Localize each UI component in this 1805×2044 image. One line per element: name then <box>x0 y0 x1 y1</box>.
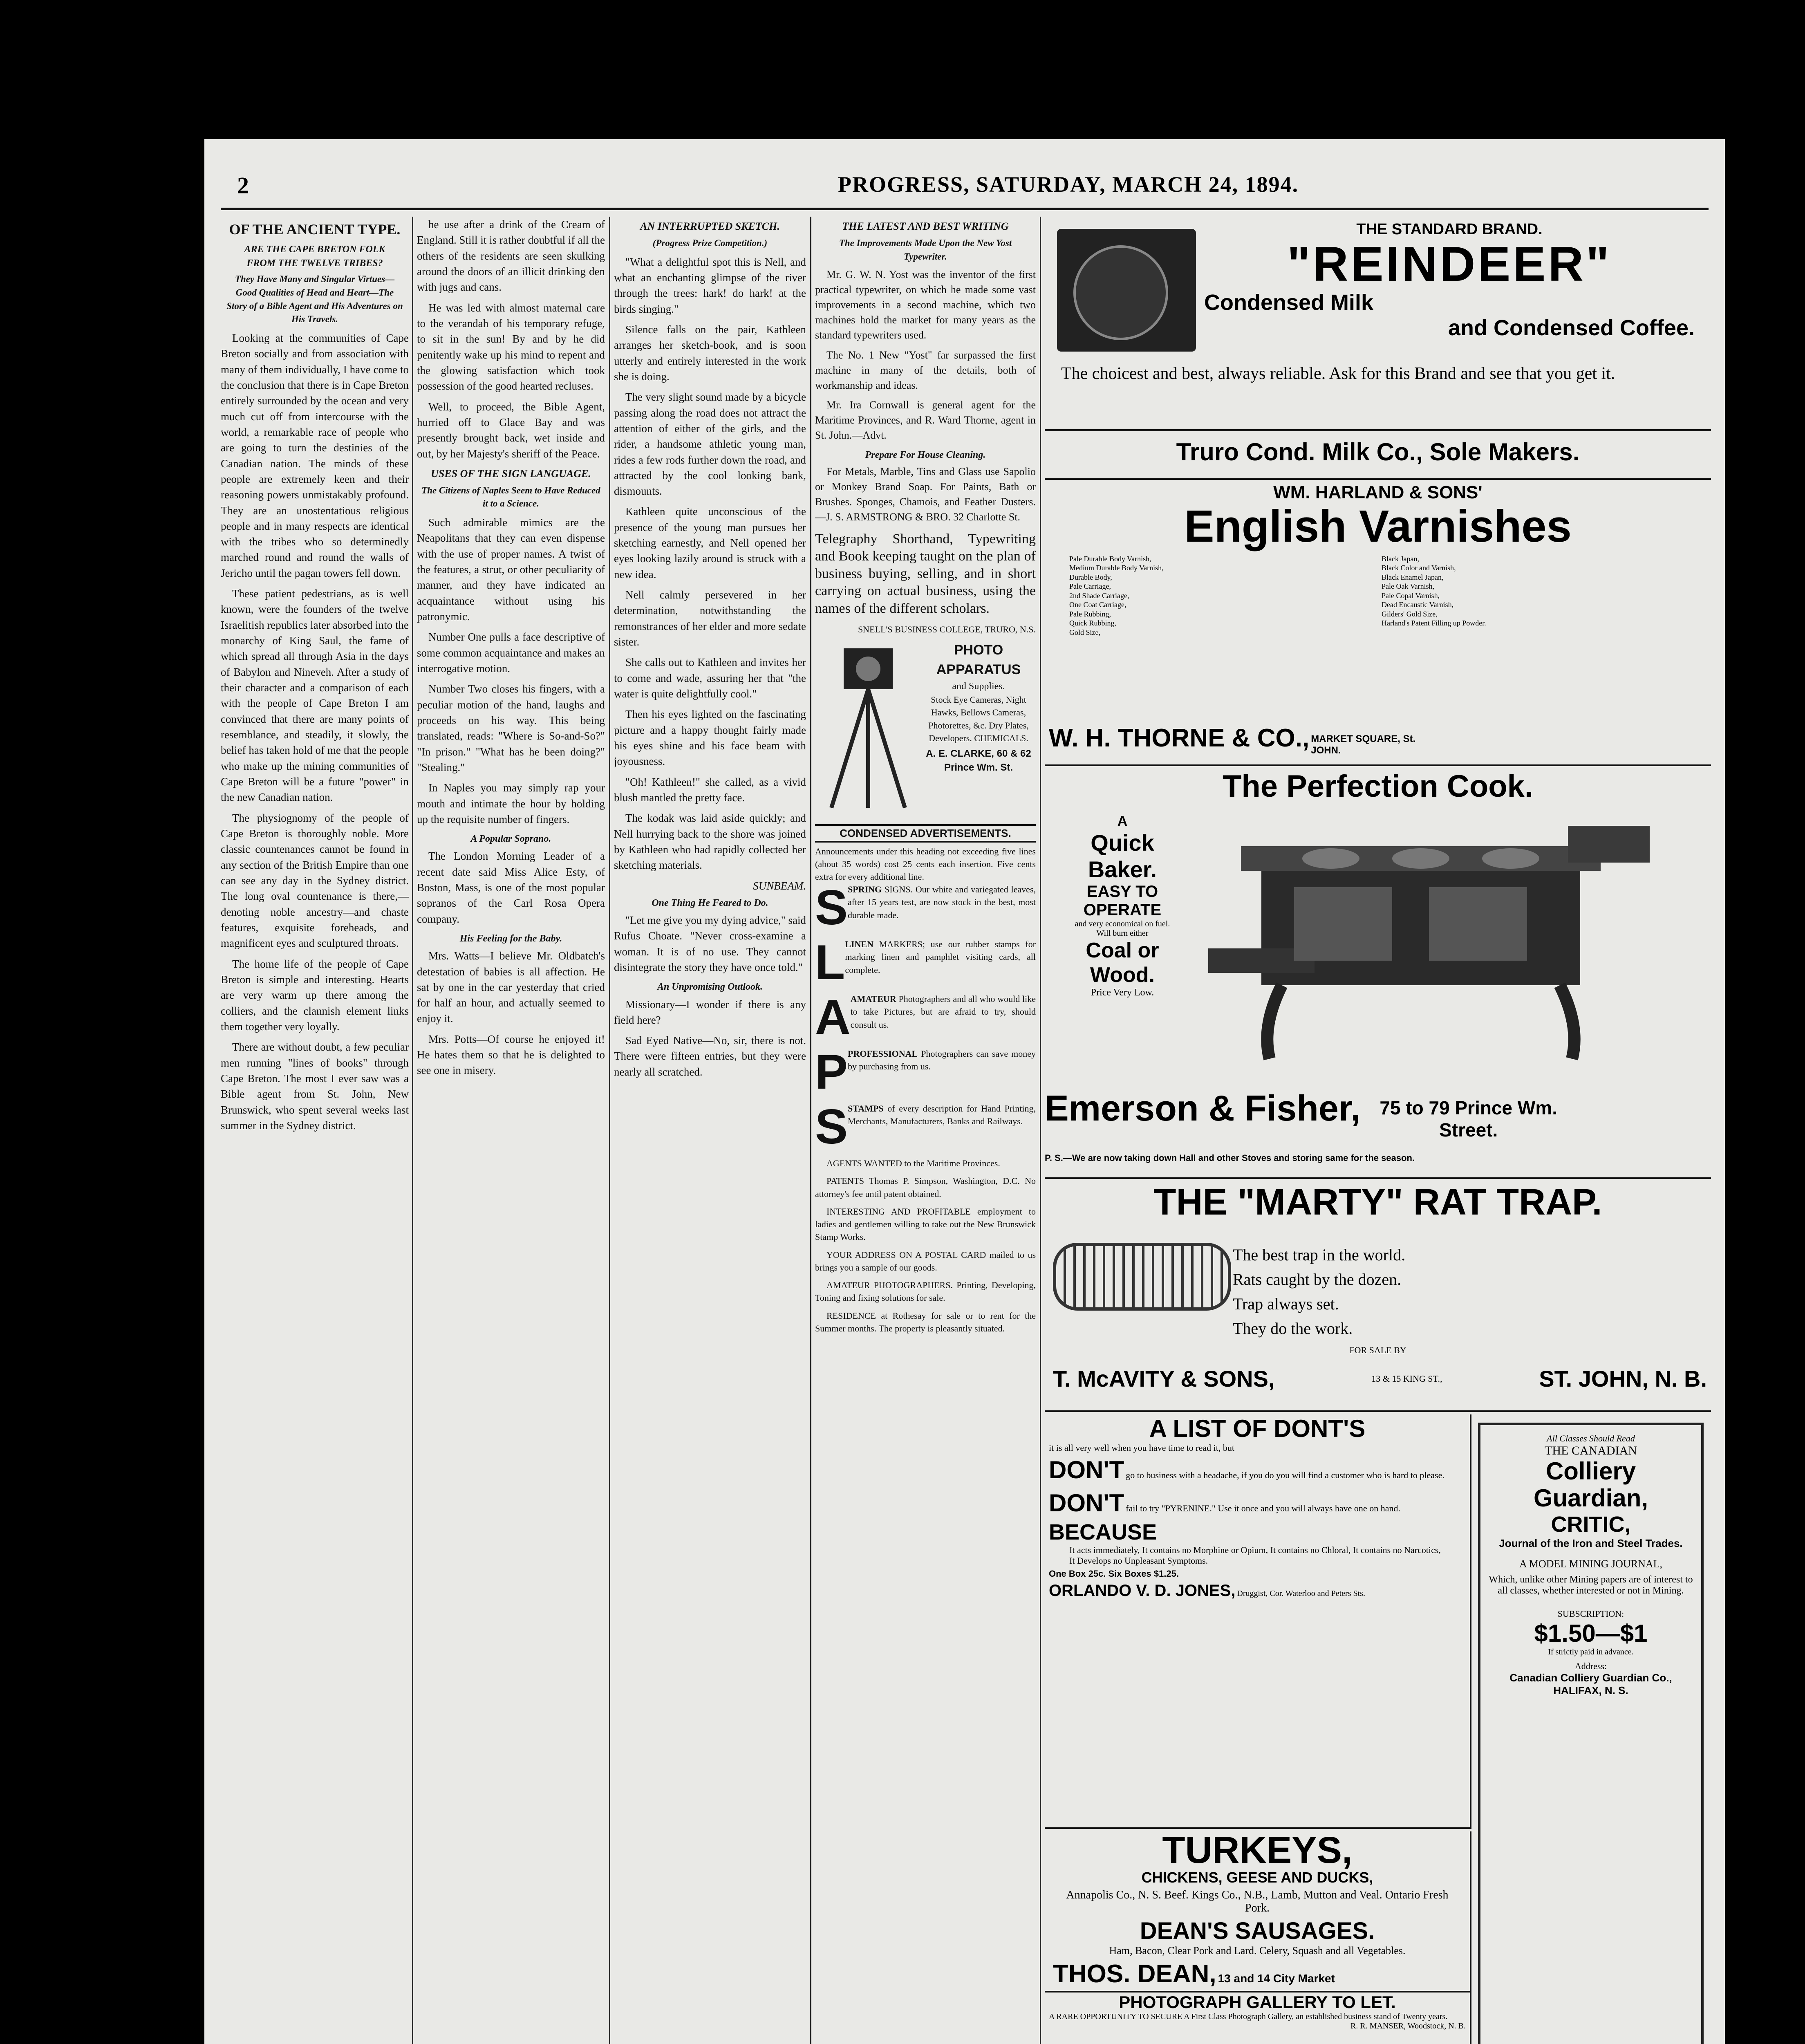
photo-sig: A. E. CLARKE, 60 & 62 Prince Wm. St. <box>926 748 1031 773</box>
varnish-item: Quick Rubbing, <box>1069 619 1116 627</box>
paragraph: She calls out to Kathleen and invites her to come and wade, assuring her that "the water is quite delightfully cool." <box>614 656 806 700</box>
harland-title: English Varnishes <box>1184 501 1572 551</box>
trap-street: 13 & 15 KING ST., <box>1371 1373 1442 1384</box>
trap-line: Trap always set. <box>1233 1295 1339 1313</box>
signature: SUNBEAM. <box>753 879 806 892</box>
small-ads-list <box>815 880 1036 1154</box>
condensed-title: CONDENSED ADVERTISEMENTS. <box>815 824 1036 843</box>
paragraph: Mrs. Potts—Of course he enjoyed it! He hates them so that he is delighted to see one in misery. <box>417 1033 605 1077</box>
ad-snell-sig: SNELL'S BUSINESS COLLEGE, TRURO, N.S. <box>858 624 1036 635</box>
paragraph: Missionary—I wonder if there is any field here? <box>614 998 806 1026</box>
ad-turkeys: TURKEYS, CHICKENS, GEESE AND DUCKS, Annapolis Co., N. S. Beef. Kings Co., N.B., Lamb, Mutton and Veal. Ontario Fresh Pork. DEAN'S SAUSAGES. Ham, Bacon, Clear Pork and Lard. Celery, Squash and all Vegetables. THOS. DEAN, 13 and 14 City Market PHOTOGRAPH GALLERY TO LET. A RARE OPPORTUNITY TO SECURE A First Class Photograph Gallery, an established business stand of Twenty years. R. R. MANSER, Woodstock, N. B. <box>1045 1831 1471 2044</box>
page-number: 2 <box>237 172 249 199</box>
paragraph: The very slight sound made by a bicycle passing along the road does not attract the attention of either of the girls, and the rider, a handsome athletic young man, rides a few rods further down the road, and attracted by the cool looking bank, dismounts. <box>614 391 806 498</box>
ad-cleaning: For Metals, Marble, Tins and Glass use Sapolio or Monkey Brand Soap. For Paints, Bath or Brushes. Sponges, Chamois, and Feather Dusters.—J. S. ARMSTRONG & BRO. 32 Charlotte St. <box>815 466 1036 523</box>
deck-cape-breton: They Have Many and Singular Virtues—Good Qualities of Head and Heart—The Story of a Bible Agent and His Adventures on His Travels. <box>226 274 403 325</box>
headline-ancient-type: OF THE ANCIENT TYPE. <box>229 221 401 238</box>
photo-sub: and Supplies. <box>952 681 1005 692</box>
paragraph: Then his eyes lighted on the fascinating picture and a happy thought fairly made his eyes shine and his face beam with joyousness. <box>614 708 806 768</box>
reindeer-line1: Condensed Milk <box>1204 290 1374 315</box>
column-4 <box>815 217 1036 2044</box>
condensed-note: Announcements under this heading not exceeding five lines (about 35 words) cost 25 cents each insertion. Five cents extra for every additional line. <box>815 846 1036 882</box>
ad-harland <box>1045 482 1711 766</box>
cook-left: A Quick Baker. EASY TO OPERATE and very economical on fuel. Will burn either Coal or Wood. Price Very Low. <box>1075 814 1170 998</box>
varnish-item: Black Enamel Japan, <box>1382 573 1444 581</box>
small-ad: A AMATEUR Photographers and all who would like to take Pictures, but are afraid to try, should consult us. <box>815 990 1036 1045</box>
paragraph: he use after a drink of the Cream of England. Still it is rather doubtful if all the others of the residents are seen skulking around the doors of an illicit drinking den with jugs and cans. <box>417 218 605 294</box>
milk-can-icon <box>1057 229 1196 352</box>
paragraph: Mr. G. W. N. Yost was the inventor of the first practical typewriter, on which he made some vast improvements in a second machine, which two machines hold the market for many years as the standard typewriters used. <box>815 269 1036 341</box>
varnish-item: Dead Encaustic Varnish, <box>1382 601 1454 609</box>
paragraph: Mrs. Watts—I believe Mr. Oldbatch's detestation of babies is all affection. He sat by one in the car yesterday that cried for half an hour, and actually seemed to enjoy it. <box>417 950 605 1025</box>
column-rule <box>609 217 610 2044</box>
ad-your-address: YOUR ADDRESS ON A POSTAL CARD mailed to us brings you a sample of our goods. <box>815 1249 1036 1273</box>
rat-trap-icon <box>1053 1243 1231 1311</box>
ad-rat-trap <box>1045 1181 1711 1412</box>
ad-photo <box>815 640 1036 820</box>
varnish-item: Black Color and Varnish, <box>1382 564 1456 572</box>
harland-top: WM. HARLAND & SONS' <box>1273 482 1483 502</box>
headline-latest-writing: THE LATEST AND BEST WRITING <box>842 220 1009 232</box>
subhead-cape-breton: ARE THE CAPE BRETON FOLK FROM THE TWELVE TRIBES? <box>244 244 385 269</box>
varnish-item: Harland's Patent Filling up Powder. <box>1382 619 1486 627</box>
headline-outlook: An Unpromising Outlook. <box>657 982 763 993</box>
cook-address: 75 to 79 Prince Wm. Street. <box>1380 1097 1558 1141</box>
ad-cleaning-title: Prepare For House Cleaning. <box>865 450 986 461</box>
deck-sign-language: The Citizens of Naples Seem to Have Reduced it to a Science. <box>421 485 600 509</box>
column-3 <box>614 217 806 2044</box>
paragraph: Silence falls on the pair, Kathleen arranges her sketch-book, and is soon utterly and entirely interested in the work she is doing. <box>614 323 806 383</box>
trap-line: The best trap in the world. <box>1233 1246 1406 1264</box>
reindeer-maker: Truro Cond. Milk Co., Sole Makers. <box>1045 429 1711 466</box>
ad-colliery-guardian: All Classes Should Read THE CANADIAN Colliery Guardian, CRITIC, Journal of the Iron and Steel Trades. A MODEL MINING JOURNAL, Which, unlike other Mining papers are of interest to all classes, whether interested or not in Mining. SUBSCRIPTION: $1.50—$1 If strictly paid in advance. Address: Canadian Colliery Guardian Co., HALIFAX, N. S. <box>1478 1423 1704 2044</box>
varnish-item: One Coat Carriage, <box>1069 601 1126 609</box>
photo-title: PHOTO APPARATUS <box>936 642 1021 677</box>
paragraph: The No. 1 New "Yost" far surpassed the first machine in many of the details, both of workmanship and ideas. <box>815 349 1036 391</box>
paragraph: The kodak was laid aside quickly; and Nell hurrying back to the shore was joined by Kathleen who had rapidly collected her sketching materials. <box>614 812 806 872</box>
paragraph: Such admirable mimics are the Neapolitans that they can even dispense with the use of proper names. A twist of the features, a strut, or other peculiarity of manner, and they have indicated an acquaintance without using his patronymic. <box>417 516 605 623</box>
headline-baby: His Feeling for the Baby. <box>459 933 562 944</box>
headline-feared: One Thing He Feared to Do. <box>652 898 768 909</box>
small-ad: S SPRING SIGNS. Our white and variegated leaves, after 15 years test, are now stock in the best, most durable made. <box>815 880 1036 935</box>
harland-address: MARKET SQUARE, St. JOHN. <box>1311 733 1416 756</box>
varnish-item: Pale Carriage, <box>1069 582 1111 590</box>
varnish-item: Medium Durable Body Varnish, <box>1069 564 1164 572</box>
paragraph: There are without doubt, a few peculiar men running "lines of books" through Cape Breton. The most I ever saw was a Bible agent from St. John, New Brunswick, who spent several weeks last summer in the Sydney district. <box>221 1041 409 1132</box>
ad-interesting: INTERESTING AND PROFITABLE employment to ladies and gentlemen willing to take out the New Brunswick Stamp Works. <box>815 1206 1036 1242</box>
trap-forsale: FOR SALE BY <box>1349 1345 1406 1355</box>
photo-body: Stock Eye Cameras, Night Hawks, Bellows Cameras, Photorettes, &c. Dry Plates, Developers. CHEMICALS. <box>928 695 1029 743</box>
deck-prize: (Progress Prize Competition.) <box>652 238 768 248</box>
paragraph: Sad Eyed Native—No, sir, there is not. There were fifteen entries, but they were nearly all scratched. <box>614 1034 806 1078</box>
headline-interrupted-sketch: AN INTERRUPTED SKETCH. <box>640 220 780 232</box>
reindeer-brand: "REINDEER" <box>1287 237 1612 291</box>
paragraph: Well, to proceed, the Bible Agent, hurried off to Glace Bay and was presently brought back, wet inside and out, by her Majesty's sheriff of the Peace. <box>417 400 605 460</box>
column-rule <box>810 217 811 2044</box>
varnish-item: Pale Oak Varnish, <box>1382 582 1435 590</box>
cook-title: The Perfection Cook. <box>1222 769 1534 804</box>
paragraph: "Let me give you my dying advice," said Rufus Choate. "Never cross-examine a woman. It is of no use. They cannot disintegrate the story they have once told." <box>614 914 806 974</box>
paragraph: Mr. Ira Cornwall is general agent for the Maritime Provinces, and R. Ward Thorne, agent in St. John.—Advt. <box>815 399 1036 442</box>
ad-snell: Telegraphy Shorthand, Typewriting and Book keeping taught on the plan of business buying, selling, and in short carrying on actual business, using the names of the different scholars. <box>815 531 1036 616</box>
masthead <box>204 172 1725 208</box>
stove-icon <box>1200 814 1691 1067</box>
reindeer-line2: and Condensed Coffee. <box>1448 316 1695 340</box>
trap-city: ST. JOHN, N. B. <box>1539 1366 1707 1392</box>
ad-residence: RESIDENCE at Rothesay for sale or to rent for the Summer months. The property is pleasantly situated. <box>815 1310 1036 1334</box>
varnish-item: Durable Body, <box>1069 573 1112 581</box>
varnish-item: Pale Durable Body Varnish, <box>1069 554 1151 563</box>
ads-column <box>1045 217 1711 2044</box>
paragraph: He was led with almost maternal care to the verandah of his temporary refuge, to sit in the sun! By and by he did penitently wake up his mind to repent and the glowing satisfaction which took possession of the good hearted recluses. <box>417 301 605 392</box>
column-rule <box>1040 217 1041 2044</box>
trap-title: THE "MARTY" RAT TRAP. <box>1153 1182 1602 1223</box>
cook-firm: Emerson & Fisher, <box>1045 1088 1361 1128</box>
turkeys-title: TURKEYS, <box>1162 1831 1353 1871</box>
paragraph: The home life of the people of Cape Breton is simple and interesting. Hearts are very warm up there among the colliers, and the clannish element links them together very loyally. <box>221 957 409 1033</box>
small-ad: L LINEN MARKERS; use our rubber stamps for marking linen and pamphlet visiting cards, all complete. <box>815 935 1036 990</box>
varnish-item: Gilders' Gold Size, <box>1382 610 1438 618</box>
trap-line: They do the work. <box>1233 1319 1353 1338</box>
ad-donts: A LIST OF DONT'S it is all very well when you have time to read it, but DON'T go to business with a headache, if you do you will find a customer who is hard to please. DON'T fail to try "PYRENINE." Use it once and you will always have one on hand. BECAUSE It acts immediately, It contains no Morphine or Opium, It contains no Chloral, It contains no Narcotics, It Develops no Unpleasant Symptoms. One Box 25c. Six Boxes $1.25. ORLANDO V. D. JONES, Druggist, Cor. Waterloo and Peters Sts. <box>1045 1414 1471 1829</box>
ad-amateur: AMATEUR PHOTOGRAPHERS. Printing, Developing, Toning and fixing solutions for sale. <box>815 1280 1036 1303</box>
trap-line: Rats caught by the dozen. <box>1233 1270 1402 1289</box>
small-ad: S STAMPS of every description for Hand Printing, Merchants, Manufacturers, Banks and Railways. <box>815 1099 1036 1154</box>
ad-perfection-cook <box>1045 769 1711 1179</box>
paragraph: "What a delightful spot this is Nell, and what an enchanting glimpse of the river through the trees: hark! do hark! at the birds singing." <box>614 256 806 315</box>
varnish-item: Gold Size, <box>1069 628 1100 637</box>
headline-popular-soprano: A Popular Soprano. <box>470 834 551 845</box>
newspaper-page <box>204 139 1725 2044</box>
paragraph: The physiognomy of the people of Cape Breton is thoroughly noble. More classic countenances cannot be found in any section of the British Empire than one can see any day in the Sydney district. The long oval countenance is there,—denoting noble ancestry—and chaste features, exquisite foreheads, and magnificent eyes and sculptured throats. <box>221 811 409 950</box>
paragraph: Nell calmly persevered in her determination, notwithstanding the remonstrances of her elder and more sedate sister. <box>614 589 806 648</box>
cook-ps: P. S.—We are now taking down Hall and other Stoves and storing same for the season. <box>1045 1153 1415 1163</box>
varnish-item: Pale Rubbing, <box>1069 610 1111 618</box>
paragraph: In Naples you may simply rap your mouth and intimate the hour by holding up the requisite number of fingers. <box>417 782 605 826</box>
reindeer-tagline: THE STANDARD BRAND. <box>1356 221 1543 238</box>
varnish-item: 2nd Shade Carriage, <box>1069 591 1129 600</box>
varnish-item: Black Japan, <box>1382 554 1419 563</box>
paragraph: The London Morning Leader of a recent date said Miss Alice Esty, of Boston, Mass, is one of the most popular sopranos of the Carl Rosa Opera company. <box>417 850 605 925</box>
trap-firm: T. McAVITY & SONS, <box>1053 1366 1275 1392</box>
donts-title: A LIST OF DONT'S <box>1149 1415 1366 1442</box>
column-2 <box>417 217 605 2044</box>
deck-yost: The Improvements Made Upon the New Yost Typewriter. <box>839 238 1012 262</box>
column-rule <box>412 217 413 2044</box>
varnish-item: Pale Copal Varnish, <box>1382 591 1440 600</box>
column-1 <box>221 217 409 2044</box>
varnish-list <box>1045 550 1711 641</box>
masthead-rule <box>221 208 1709 210</box>
masthead-title: PROGRESS, SATURDAY, MARCH 24, 1894. <box>838 172 1299 197</box>
paragraph: "Oh! Kathleen!" she called, as a vivid blush mantled the pretty face. <box>614 775 806 804</box>
paragraph: Looking at the communities of Cape Breton socially and from association with many of them individually, I have come to the conclusion that there is in Cape Breton entirely surrounded by the ocean and very much cut off from intercourse with the world, a remarkable race of people who are going to turn the destinies of the Canadian nation. The minds of these people are extremely keen and their reasoning powers unmistakably profound. They are an unostentatious religious people and in many respects are identical with the tribes who so determinedly marched round and round the walls of Jericho until the pagan towers fell down. <box>221 332 409 579</box>
paragraph: Number Two closes his fingers, with a peculiar motion of the hand, laughs and proceeds on his way. This being translated, reads: "Where is So-and-So?" "In prison." "What has he been doing?" "Stealing." <box>417 683 605 774</box>
camera-icon <box>815 640 921 816</box>
reindeer-body: The choicest and best, always reliable. Ask for this Brand and see that you get it. <box>1061 364 1615 383</box>
ad-patents: PATENTS Thomas P. Simpson, Washington, D.C. No attorney's fee until patent obtained. <box>815 1176 1036 1199</box>
paragraph: These patient pedestrians, as is well known, were the founders of the twelve Israelitish republics later absorbed into the monarchy of King Saul, the fame of which spread all through Asia in the days of Babylon and Nineveh. After a study of their character and a comparison of each with the people of Cape Breton I am convinced that there are many points of resemblance, and steadily, it slowly, the belief has taken hold of me that the people who make up the mining communities of Cape Breton will be a future "power" in the new Canadian nation. <box>221 587 409 804</box>
ad-agents: AGENTS WANTED to the Maritime Provinces. <box>826 1158 1000 1169</box>
ad-reindeer <box>1045 217 1711 480</box>
headline-sign-language: USES OF THE SIGN LANGUAGE. <box>431 467 591 480</box>
paragraph: Kathleen quite unconscious of the presence of the young man pursues her sketching earnestly, and Nell opened her eyes looking lazily around is struck with a new idea. <box>614 505 806 580</box>
donts-sub: it is all very well when you have time to read it, but <box>1049 1443 1234 1453</box>
harland-dealer: W. H. THORNE & CO., <box>1049 724 1310 752</box>
small-ad: P PROFESSIONAL Photographers can save money by purchasing from us. <box>815 1044 1036 1100</box>
paragraph: Number One pulls a face descriptive of some common acquaintance and makes an interrogative motion. <box>417 631 605 675</box>
